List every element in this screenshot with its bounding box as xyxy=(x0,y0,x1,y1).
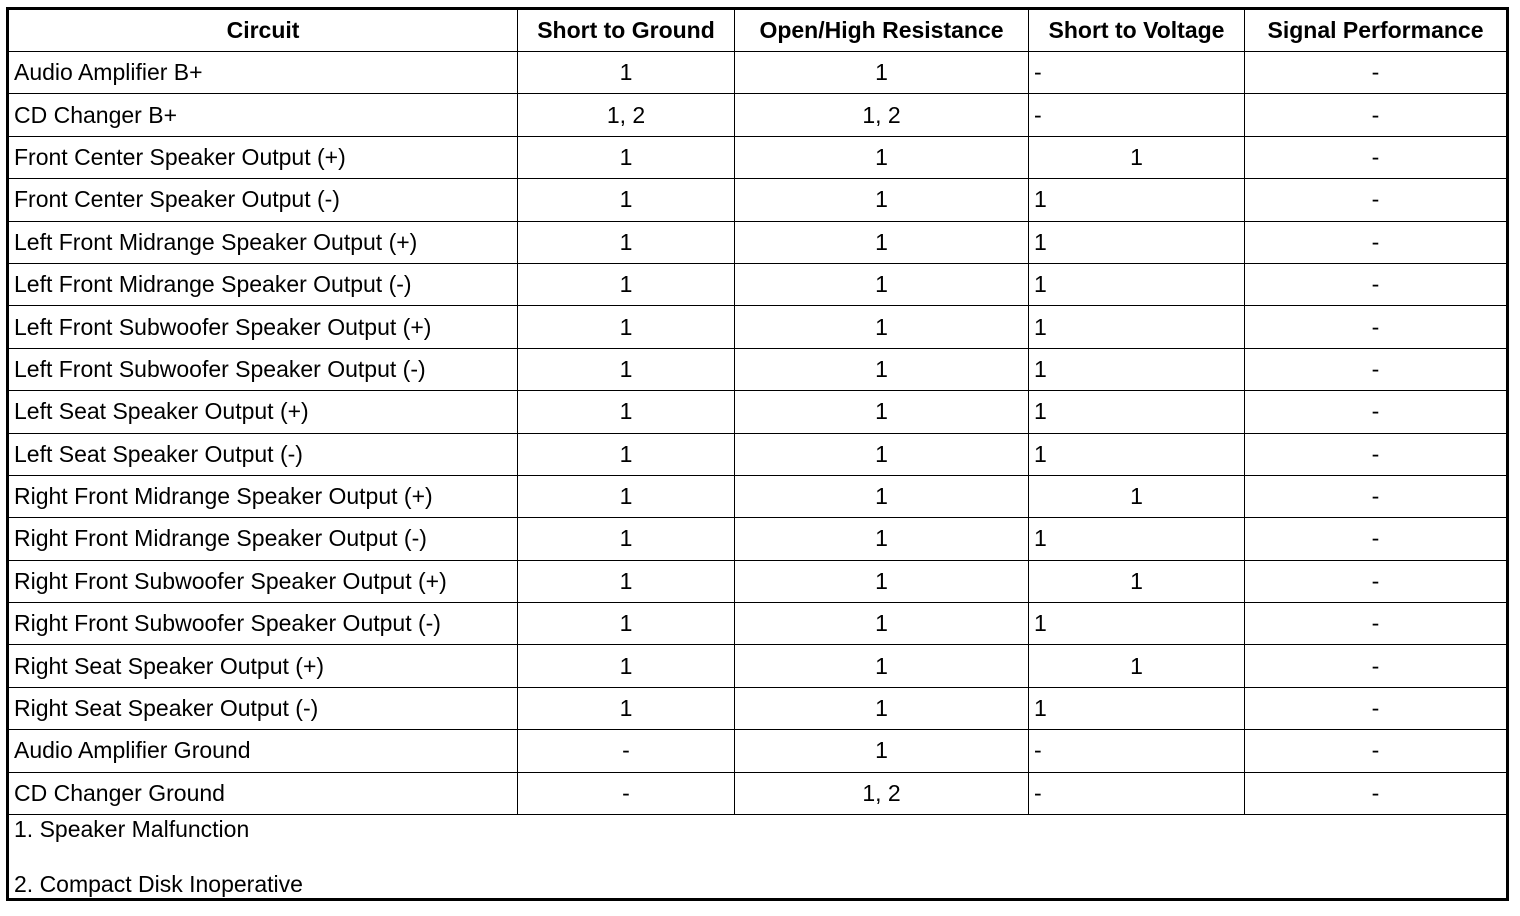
cell-circuit: Right Front Subwoofer Speaker Output (+) xyxy=(8,560,518,602)
table-row xyxy=(8,475,1508,517)
cell-open-high-resistance: 1 xyxy=(735,433,1029,475)
table-row xyxy=(8,687,1508,729)
cell-short-to-voltage: 1 xyxy=(1029,136,1245,178)
cell-short-to-ground: 1 xyxy=(518,687,735,729)
cell-short-to-voltage: 1 xyxy=(1029,179,1245,221)
cell-signal-performance: - xyxy=(1245,52,1508,94)
cell-short-to-voltage: - xyxy=(1029,52,1245,94)
cell-short-to-ground: 1 xyxy=(518,136,735,178)
table-row xyxy=(8,560,1508,602)
table-row xyxy=(8,645,1508,687)
cell-short-to-ground: 1 xyxy=(518,263,735,305)
cell-signal-performance: - xyxy=(1245,348,1508,390)
table-row xyxy=(8,772,1508,814)
cell-signal-performance: - xyxy=(1245,645,1508,687)
cell-short-to-ground: 1 xyxy=(518,221,735,263)
cell-short-to-voltage: 1 xyxy=(1029,391,1245,433)
cell-short-to-voltage: 1 xyxy=(1029,518,1245,560)
cell-signal-performance: - xyxy=(1245,221,1508,263)
notes-cell xyxy=(8,815,1508,900)
cell-short-to-voltage: - xyxy=(1029,772,1245,814)
cell-signal-performance: - xyxy=(1245,94,1508,136)
cell-circuit: CD Changer B+ xyxy=(8,94,518,136)
cell-signal-performance: - xyxy=(1245,306,1508,348)
cell-open-high-resistance: 1 xyxy=(735,179,1029,221)
cell-signal-performance: - xyxy=(1245,603,1508,645)
cell-signal-performance: - xyxy=(1245,560,1508,602)
header-circuit: Circuit xyxy=(8,9,518,52)
cell-circuit: Left Seat Speaker Output (-) xyxy=(8,433,518,475)
cell-short-to-voltage: 1 xyxy=(1029,221,1245,263)
cell-short-to-voltage: 1 xyxy=(1029,475,1245,517)
header-signal-performance: Signal Performance xyxy=(1245,9,1508,52)
cell-open-high-resistance: 1 xyxy=(735,603,1029,645)
cell-short-to-ground: 1 xyxy=(518,645,735,687)
cell-circuit: Left Seat Speaker Output (+) xyxy=(8,391,518,433)
notes-row xyxy=(8,815,1508,900)
cell-short-to-ground: 1 xyxy=(518,306,735,348)
table-row xyxy=(8,306,1508,348)
cell-signal-performance: - xyxy=(1245,391,1508,433)
table-row xyxy=(8,179,1508,221)
cell-circuit: Right Seat Speaker Output (+) xyxy=(8,645,518,687)
note-2: 2. Compact Disk Inoperative xyxy=(14,871,303,898)
cell-circuit: Right Front Midrange Speaker Output (+) xyxy=(8,475,518,517)
header-short-to-ground: Short to Ground xyxy=(518,9,735,52)
cell-signal-performance: - xyxy=(1245,518,1508,560)
table-row xyxy=(8,221,1508,263)
cell-open-high-resistance: 1 xyxy=(735,730,1029,772)
cell-circuit: Left Front Midrange Speaker Output (+) xyxy=(8,221,518,263)
cell-signal-performance: - xyxy=(1245,730,1508,772)
cell-short-to-voltage: 1 xyxy=(1029,348,1245,390)
cell-circuit: Front Center Speaker Output (+) xyxy=(8,136,518,178)
cell-circuit: Right Front Midrange Speaker Output (-) xyxy=(8,518,518,560)
cell-circuit: Left Front Subwoofer Speaker Output (+) xyxy=(8,306,518,348)
table-row xyxy=(8,348,1508,390)
cell-signal-performance: - xyxy=(1245,136,1508,178)
header-short-to-voltage: Short to Voltage xyxy=(1029,9,1245,52)
cell-short-to-voltage: 1 xyxy=(1029,560,1245,602)
cell-open-high-resistance: 1 xyxy=(735,391,1029,433)
cell-short-to-ground: - xyxy=(518,772,735,814)
table-row xyxy=(8,391,1508,433)
cell-short-to-ground: 1 xyxy=(518,433,735,475)
cell-short-to-voltage: 1 xyxy=(1029,645,1245,687)
cell-open-high-resistance: 1 xyxy=(735,475,1029,517)
table-row xyxy=(8,52,1508,94)
cell-circuit: Left Front Midrange Speaker Output (-) xyxy=(8,263,518,305)
note-1: 1. Speaker Malfunction xyxy=(14,816,250,843)
cell-open-high-resistance: 1 xyxy=(735,518,1029,560)
cell-short-to-voltage: 1 xyxy=(1029,263,1245,305)
table-row xyxy=(8,136,1508,178)
cell-open-high-resistance: 1 xyxy=(735,560,1029,602)
cell-short-to-voltage: - xyxy=(1029,730,1245,772)
cell-signal-performance: - xyxy=(1245,263,1508,305)
cell-open-high-resistance: 1, 2 xyxy=(735,772,1029,814)
cell-circuit: Audio Amplifier B+ xyxy=(8,52,518,94)
header-open-high-resistance: Open/High Resistance xyxy=(735,9,1029,52)
cell-circuit: CD Changer Ground xyxy=(8,772,518,814)
cell-short-to-voltage: 1 xyxy=(1029,433,1245,475)
cell-short-to-ground: 1 xyxy=(518,348,735,390)
cell-open-high-resistance: 1 xyxy=(735,687,1029,729)
cell-open-high-resistance: 1 xyxy=(735,348,1029,390)
header-row xyxy=(8,9,1508,52)
cell-circuit: Left Front Subwoofer Speaker Output (-) xyxy=(8,348,518,390)
table-row xyxy=(8,603,1508,645)
cell-signal-performance: - xyxy=(1245,772,1508,814)
cell-signal-performance: - xyxy=(1245,475,1508,517)
cell-signal-performance: - xyxy=(1245,179,1508,221)
table-row xyxy=(8,263,1508,305)
cell-open-high-resistance: 1 xyxy=(735,645,1029,687)
cell-circuit: Right Seat Speaker Output (-) xyxy=(8,687,518,729)
cell-short-to-voltage: 1 xyxy=(1029,306,1245,348)
cell-short-to-ground: 1 xyxy=(518,179,735,221)
table-row xyxy=(8,433,1508,475)
cell-short-to-ground: 1 xyxy=(518,52,735,94)
cell-short-to-voltage: 1 xyxy=(1029,603,1245,645)
cell-short-to-ground: 1 xyxy=(518,603,735,645)
cell-open-high-resistance: 1 xyxy=(735,136,1029,178)
cell-open-high-resistance: 1 xyxy=(735,306,1029,348)
cell-signal-performance: - xyxy=(1245,433,1508,475)
cell-short-to-ground: 1, 2 xyxy=(518,94,735,136)
cell-open-high-resistance: 1 xyxy=(735,52,1029,94)
cell-short-to-ground: 1 xyxy=(518,391,735,433)
cell-short-to-voltage: 1 xyxy=(1029,687,1245,729)
cell-short-to-ground: 1 xyxy=(518,475,735,517)
cell-circuit: Right Front Subwoofer Speaker Output (-) xyxy=(8,603,518,645)
table-row xyxy=(8,730,1508,772)
cell-short-to-ground: 1 xyxy=(518,518,735,560)
cell-open-high-resistance: 1 xyxy=(735,221,1029,263)
cell-signal-performance: - xyxy=(1245,687,1508,729)
diagnostic-table xyxy=(6,7,1509,901)
cell-short-to-voltage: - xyxy=(1029,94,1245,136)
cell-short-to-ground: - xyxy=(518,730,735,772)
cell-open-high-resistance: 1, 2 xyxy=(735,94,1029,136)
table-row xyxy=(8,518,1508,560)
cell-open-high-resistance: 1 xyxy=(735,263,1029,305)
cell-short-to-ground: 1 xyxy=(518,560,735,602)
table-row xyxy=(8,94,1508,136)
cell-circuit: Audio Amplifier Ground xyxy=(8,730,518,772)
cell-circuit: Front Center Speaker Output (-) xyxy=(8,179,518,221)
